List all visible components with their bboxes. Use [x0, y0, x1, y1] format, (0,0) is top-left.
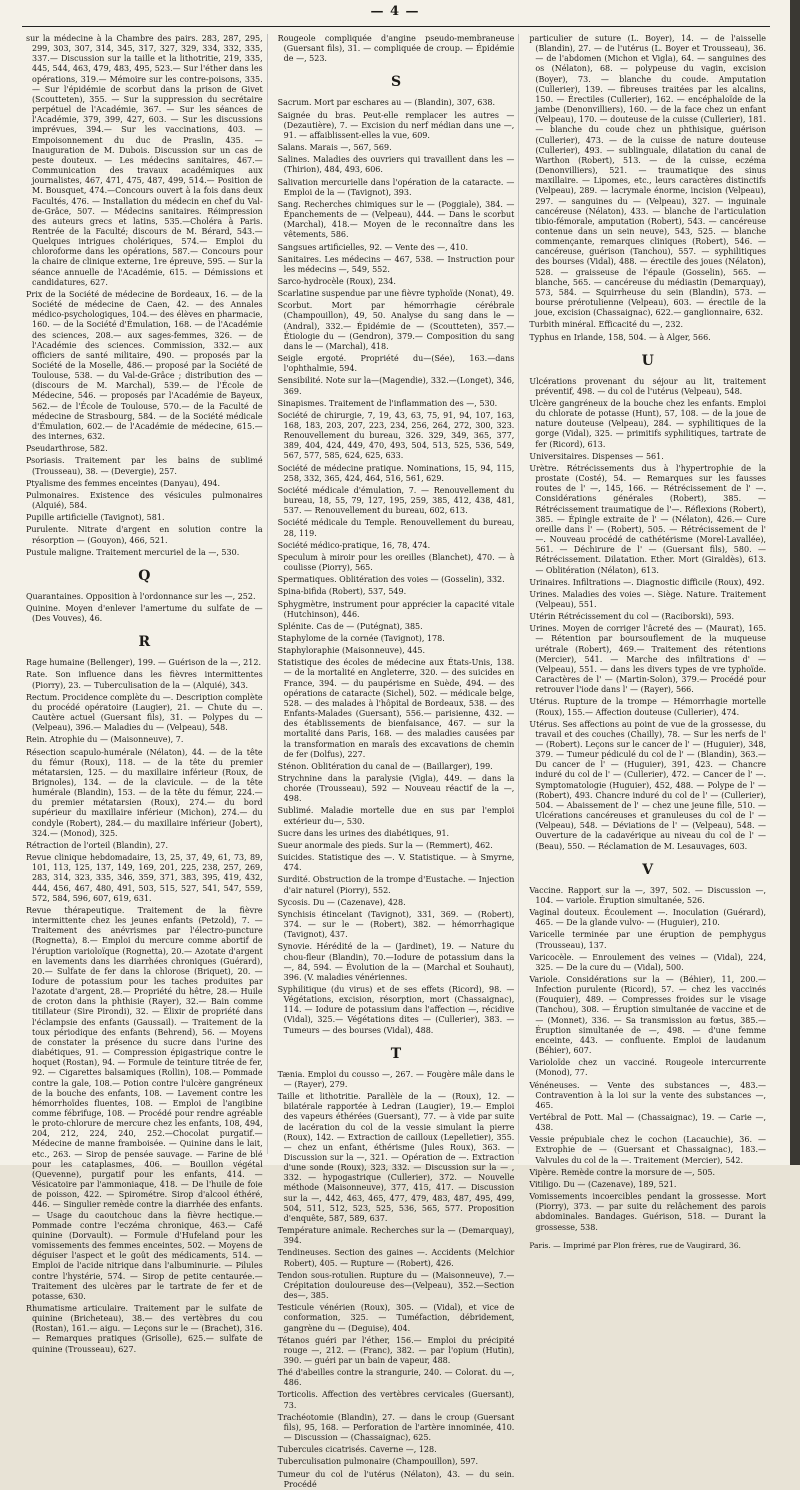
- index-entry: Rhumatisme articulaire. Traitement par le sulfate de quinine (Bricheteau), 38.— des vertèbres du cou (Rostan), 161.— aigu. — Leçons sur le — (Brachet), 316.— Remarques pratiques (Grisolle), 625.— sulfate de quinine (Trousseau), 627.: [26, 1303, 263, 1354]
- index-entry: Sarco-hydrocèle (Roux), 234.: [277, 276, 396, 286]
- index-entry: Pupille artificielle (Tavignot), 581.: [26, 513, 165, 523]
- index-entry: Vaginal douteux. Écoulement —. Inoculation (Guérard), 465. — De la glande vulvo- — (Huguier), 210.: [529, 908, 767, 928]
- section-letter: S: [390, 74, 402, 91]
- index-entry: Ptyalisme des femmes enceintes (Danyau), 494.: [26, 478, 221, 488]
- index-entry: Tuberculisation pulmonaire (Champouillon), 597.: [277, 1457, 479, 1467]
- index-entry: Scarlatine suspendue par une fièvre typhoïde (Nonat), 49.: [277, 289, 514, 299]
- index-entry: Pustule maligne. Traitement mercuriel de la —, 530.: [26, 547, 240, 557]
- index-entry: Suicides. Statistique des —. V. Statistique. — à Smyrne, 474.: [277, 853, 515, 873]
- index-entry: Turbith minéral. Efficacité du —, 232.: [529, 320, 684, 330]
- index-entry: Testicule vénérien (Roux), 305. — (Vidal), et vice de conformation, 325. — Tuméfaction, débridement, gangrène du — (Deguise), 404.: [277, 1303, 515, 1333]
- index-entry: Vitiligo. Du — (Cazenave), 189, 521.: [529, 1179, 677, 1189]
- section-letter: V: [642, 861, 654, 878]
- index-entry: Prix de la Société de médecine de Bordeaux, 16. — de la Société de médecine de Caen, 42. — des Annales médico-psychologiques, 104.— des élèves en pharmacie, 160. — de la Société d'Émulation, 168. — de l'Académie des sciences, 208.— aux sages-femmes, 326. — de l'Académie des sciences. Commission, 332.— aux officiers de santé militaire, 490. — proposés par la Société de la Moselle, 486.— proposé par la Société de Toulouse, 538. — du Val-de-Grâce ; distribution des — (discours de M. Marchal), 539.— de l'École de Médecine, 546. — proposés par l'Académie de Bayeux, 562.— de l'École de Toulouse, 570.— de la Faculté de médecine de Strasbourg, 584. — de la Société médicale d'Émulation, 602.— de l'Académie de médecine, 615.— des internes, 632.: [26, 289, 263, 442]
- index-entry: Statistique des écoles de médecine aux États-Unis, 138. — de la mortalité en Angleterre, 320. — des suicides en France, 394. — du paupérisme en Suède, 494. — des opérations de cataracte (Sichel), 502. — médicale belge, 528. — des malades à l'hôpital de Bordeaux, 538. — des Enfants-Malades (Guersant), 556.— parisienne, 432. — des établissements de bienfaisance, 467. — sur la mortalité dans Paris, 168. — des maladies causées par la transformation en maraîs des excavations de chemin de fer (Dolfus), 227.: [277, 658, 515, 759]
- index-entry: Sinapismes. Traitement de l'inflammation des —, 530.: [277, 398, 498, 408]
- index-entry: Revue clinique hebdomadaire, 13, 25, 37, 49, 61, 73, 89, 101, 113, 125, 137, 149, 169, 201, 225, 238, 257, 269, 283, 314, 323, 335, 346, 359, 371, 383, 395, 419, 432, 444, 456, 467, 480, 491, 503, 515, 527, 541, 547, 559, 572, 584, 596, 607, 619, 631.: [26, 853, 263, 903]
- index-entry: Société médicale du Temple. Renouvellement du bureau, 28, 119.: [277, 518, 515, 538]
- index-entry: Société de chirurgie, 7, 19, 43, 63, 75, 91, 94, 107, 163, 168, 183, 203, 207, 223, 234, 256, 264, 272, 300, 323. Renouvellement du bureau, 326. 329, 349, 365, 377, 389, 404, 424, 449, 470, 493, 504, 513, 525, 536, 549, 567, 577, 585, 624, 625, 633.: [277, 410, 515, 461]
- index-entry: Pseudarthrose, 582.: [26, 444, 108, 454]
- index-entry: Tendon sous-rotulien. Rupture du — (Maisonneuve), 7.— Crépitation douloureuse des—(Velpeau), 352.—Section des—, 385.: [277, 1270, 515, 1301]
- index-entry: Société de médecine pratique. Nominations, 15, 94, 115, 258, 332, 365, 424, 464, 516, 561, 629.: [277, 463, 515, 483]
- index-entry: Utérin Rétrécissement du col — (Raciborski), 593.: [529, 612, 735, 622]
- index-entry: Tumeur du col de l'utérus (Nélaton), 43. — du sein. Procédé: [277, 1469, 515, 1489]
- index-entry: Sang. Recherches chimiques sur le — (Poggiale), 384. — Épanchements de — (Velpeau), 444. — Dans le scorbut (Marchal), 418.— Moyen de le reconnaître dans les vêtements, 586.: [277, 199, 515, 240]
- printer-imprint: Paris. — Imprimé par Plon frères, rue de Vaugirard, 36.: [529, 1240, 741, 1250]
- index-entry: Sphygmètre, instrument pour apprécier la capacité vitale (Hutchinson), 446.: [277, 599, 515, 619]
- index-entry: Pulmonaires. Existence des vésicules pulmonaires (Alquié), 584.: [26, 490, 263, 511]
- index-entry: Strychnine dans la paralysie (Vigla), 449. — dans la chorée (Trousseau), 592 — Nouveau réactif de la —, 498.: [277, 774, 515, 804]
- index-entry: Sténon. Oblitération du canal de — (Baillarger), 199.: [277, 761, 493, 771]
- index-entry: Urines. Maladies des voies —. Siège. Nature. Traitement (Velpeau), 551.: [529, 589, 767, 609]
- index-entry: Sucre dans les urines des diabétiques, 91.: [277, 828, 450, 838]
- index-entry: Salivation mercurielle dans l'opération de la cataracte. — Emploi de la — (Tavignot), 393.: [277, 177, 515, 197]
- index-entry: Syphilitique (du virus) et de ses effets (Ricord), 98. — Végétations, excision, résorption, mort (Chassaignac), 114. — Iodure de potassium dans l'affection —, récidive (Vidal), 325.— Végétations dites — (Cullerier), 383. — Tumeurs — des bourses (Vidal), 488.: [277, 984, 515, 1035]
- index-entry: Vénéneuses. — Vente des substances —, 483.— Contravention à la loi sur la vente des substances —, 465.: [529, 1080, 767, 1110]
- header-rule: [22, 26, 770, 27]
- index-entry: Rétraction de l'orteil (Blandin), 27.: [26, 840, 168, 850]
- index-entry: Ulcérations provenant du séjour au lit, traitement préventif, 498. — du col de l'utérus (Velpeau), 548.: [529, 376, 767, 396]
- index-entry: Société médicale d'émulation, 7. — Renouvellement du bureau, 18, 55, 79, 127, 195, 259, 385, 412, 438, 481, 537. — Renouvellement du bureau, 602, 613.: [277, 485, 515, 516]
- section-letter: T: [390, 1045, 402, 1062]
- index-entry: Thé d'abeilles contre la strangurie, 240. — Colorat. du —, 486.: [277, 1368, 515, 1388]
- index-entry: Sanitaires. Les médecins — 467, 538. — Instruction pour les médecins —, 549, 552.: [277, 254, 515, 274]
- index-entry: Taille et lithotritie. Parallèle de la — (Roux), 12. — bilatérale rapportée à Ledran (Laugier), 19.— Emploi des vapeurs éthérées (Guersant), 77. — à vide par suite de lacération du col de la vessie simulant la pierre (Roux), 142. — Extraction de cailloux (Lepelletier), 355. — chez un enfant, éthérisme (Jules Roux), 363. — Discussion sur la —, 321. — Opération de —. Extraction d'une sonde (Roux), 323, 332. — Discussion sur la — , 332. — hypogastrique (Cullerier), 372. — Nouvelle méthode (Maisonneuve), 377, 415, 417. — Discussion sur la —, 442, 463, 465, 477, 479, 483, 487, 495, 499, 504, 511, 512, 523, 525, 536, 565, 577. Proposition d'enquête, 587, 589, 637.: [277, 1092, 515, 1223]
- columns: [22, 34, 770, 1489]
- section-letter: R: [138, 634, 151, 651]
- page-number: — 4 —: [370, 4, 420, 19]
- index-entry: Rage humaine (Bellenger), 199. — Guérison de la —, 212.: [26, 658, 261, 668]
- index-entry: Rougeole compliquée d'angine pseudo-membraneuse (Guersant fils), 31. — compliquée de croup. — Épidémie de —, 523.: [277, 34, 515, 64]
- index-entry: Revue thérapeutique. Traitement de la fièvre intermittente chez les jeunes enfants (Petzold), 7. — Traitement des anévrismes par l'électro-puncture (Rognetta), 8.— Emploi du mercure comme abortif de l'éruption varioloïque (Rognetta), 20.— Azotate d'argent en lavements dans les diarrhées chroniques (Guérard), 20.— Sulfate de fer dans la chlorose (Briquet), 20. — Iodure de potassium pour les taches produites par l'azotate d'argent, 28.— Propriété du hêtre, 28.— Huile de croton dans la phthisie (Rayer), 32.— Bain comme titillateur (Sire Pirondi), 32. — Élixir de propriété dans l'éclampsie des enfants (Gaussail). — Traitement de la toux périodique des enfants (Behrend), 56. — Moyens de constater la présence du sucre dans l'urine des diabétiques, 91. — Compression épigastrique contre le hoquet (Rostan), 94. — Formule de teinture titrée de fer, 92. — Cigarettes balsamiques (Rollin), 108.— Pommade contre la gale, 108.— Potion contre l'ulcère gangréneux de la bouche des enfants, 108. — Lavement contre les hémorrhoïdes fluentes, 108. — Emploi de l'angibine comme fébrifuge, 108. — Procédé pour rendre agréable le proto-chlorure de mercure chez les enfants, 108, 494, 204, 212, 224, 240, 252.—Chocolat purgatif.— Médecine de manne framboisée. — Quinine dans le lait, etc., 263. — Sirop de pensée sauvage. — Farine de blé pour les cataplasmes, 406. — Bouillon végétal (Quevenne), purgatif pour les enfants, 414. — Vésicatoire par l'ammoniaque, 418. — De l'huile de foie de poisson, 422. — Spirométre. Sirop d'alcool éthéré, 446. — Singulier remède contre la diarrhée des enfants.— Usage du caoutchouc dans la fièvre hectique.— Pommade contre l'eczéma chronique, 463.— Café quinine (Dorvault). — Formule d'Hufeland pour les vomissements des femmes enceintes, 502. — Moyens de déguiser l'aspect et le goût des médicaments, 514. — Emploi de l'acide nitrique dans l'albuminurie. — Pilules contre l'hystérie, 574. — Sirop de petite centaurée.— Traitement des ulcères par le tartrate de fer et de potasse, 630.: [26, 905, 263, 1301]
- index-entry: Sensibilité. Note sur la—(Magendie), 332.—(Longet), 346, 369.: [277, 376, 515, 396]
- index-entry: Vipère. Remède contre la morsure de —, 505.: [529, 1167, 716, 1177]
- index-entry: Utérus. Ses affections au point de vue de la grossesse, du travail et des couches (Chailly), 78. — Sur les nerfs de l' — (Robert). Leçons sur le cancer de l' — (Huguier), 348, 379. — Tumeur pédiculé du col de l' — (Blandin), 363.— Du cancer de l' — (Huguier), 391, 423. — Chancre induré du col de l' — (Cullerier), 472. — Cancer de l' —. Symptomatologie (Huguier), 452, 488. — Polype de l' — (Robert), 493. Chancre induré du col de l' — (Cullerier), 504. — Abaissement de l' — chez une jeune fille, 510. — Ulcérations cancéreuses et granuleuses du col de l' — (Velpeau), 548. — Déviations de l' — (Velpeau), 548. — Ouverture de la cadavérique au niveau du col de l' — (Beau), 550. — Réclamation de M. Lesauvages, 603.: [529, 719, 767, 851]
- index-entry: Résection scapulo-humérale (Nélaton), 44. — de la tête du fémur (Roux), 118. — de la tête du premier métatarsien, 125. — du maxillaire inférieur (Roux, de Brignoles), 134. — de la clavicule. — de la tête humérale (Blandin), 153. — de la tête du fémur, 224.— du premier métatarsien (Roux), 274.— du bord supérieur du maxillaire inférieur (Michon), 274.— du condyle (Robert), 284.— du maxillaire inférieur (Jobert), 324.— (Monod), 325.: [26, 747, 263, 838]
- index-entry: Vaccine. Rapport sur la —, 397, 502. — Discussion —, 104. — variole. Éruption simultanée, 526.: [529, 885, 767, 905]
- index-entry: Urinaires. Infiltrations —. Diagnostic difficile (Roux), 492.: [529, 577, 765, 587]
- index-entry: sur la médecine à la Chambre des pairs. 283, 287, 295, 299, 303, 307, 314, 345, 317, 327, 329, 334, 332, 335, 337.— Discussion sur la taille et la lithotritie, 219, 335, 445, 544, 463, 479, 483, 495, 523.— Sur l'éther dans les opérations, 319.— Mémoire sur les contre-poisons, 335. — Sur l'épidémie de scorbut dans la prison de Givet (Scoutteten), 355. — Sur la suppression du secrétaire perpétuel de l'Académie, 367. — Sur les séances de l'Académie, 379, 399, 427, 603. — Sur les discussions imprévues, 394.— Sur les vaccinations, 403. — Empoisonnement du duc de Praslin, 435. — Inauguration de M. Dubois. Discussion sur un cas de peste douteux. — Les médecins sanitaires, 467.—Communication des travaux académiques aux journalistes, 467, 471, 475, 487, 499, 514.— Position de M. Bousquet, 474.—Concours ouvert à la fois dans deux Facultés, 476. — Installation du médecin en chef du Val-de-Grâce, 507. — Médecins sanitaires. Réimpression des auteurs grecs et latins, 535.—Choléra à Paris. Rentrée de la Faculté; discours de M. Bérard, 543.— Quelques intrigues cholériques, 574.— Emploi du chloroforme dans les opérations, 587.— Concours pour la chaire de clinique externe, 1re épreuve, 595. — Sur la séance annuelle de l'Académie, 615. — Démissions et candidatures, 627.: [26, 34, 263, 287]
- column-2: [274, 34, 520, 1489]
- index-entry: Synovie. Hérédité de la — (Jardinet), 19. — Nature du chou-fleur (Blandin), 70.—Iodure de potassium dans la —, 84, 594. — Évolution de la — (Marchal et Souhaut), 396. (V. maladies vénériennes.: [277, 942, 515, 982]
- index-entry: Sueur anormale des pieds. Sur la — (Remmert), 462.: [277, 840, 493, 850]
- index-entry: Synchisis étincelant (Tavignot), 331, 369. — (Robert), 374. — sur le — (Robert), 382. — hémorrhagique (Tavignot), 437.: [277, 909, 515, 940]
- index-entry: Vertébral de Pott. Mal — (Chassaignac), 19. — Carie —, 438.: [529, 1113, 767, 1133]
- index-entry: Tubercules cicatrisés. Caverne —, 128.: [277, 1445, 437, 1455]
- index-entry: Vessie prépubiale chez le cochon (Lacauchie), 36. — Extrophie de — (Guersant et Chassaignac), 183.— Valvules du col de la —. Traitement (Mercier), 542.: [529, 1135, 767, 1165]
- section-letter: Q: [138, 567, 151, 584]
- index-entry: Purulente. Nitrate d'argent en solution contre la résorption — (Gouyon), 466, 521.: [26, 525, 263, 545]
- index-entry: Rate. Son influence dans les fièvres intermittentes (Piorry), 23. — Tuberculisation de la — (Alquié), 343.: [26, 670, 263, 690]
- index-entry: Variole. Considérations sur la — (Béhier), 11, 200.—Infection purulente (Ricord), 57. — chez les vaccinés (Fouquier), 489. — Compresses froides sur le visage (Tanchou), 308. — Éruption simultanée de vaccine et de — (Monnet), 336. — Sa transmission au fœtus, 385.— Éruption simultanée de —, 498. — d'une femme enceinte, 443. — confluente. Emploi de laudanum (Béhier), 607.: [529, 974, 767, 1056]
- index-entry: Saignée du bras. Peut-elle remplacer les autres — (Dezautière), 7. — Excision du nerf médian dans une —, 91. — affaiblissent-elles la vue, 609.: [277, 110, 515, 140]
- index-entry: Varioloïde chez un vacciné. Rougeole intercurrente (Monod), 77.: [529, 1058, 767, 1078]
- index-entry: Typhus en Irlande, 158, 504. — à Alger, 566.: [529, 332, 711, 342]
- index-entry: Speculum à miroir pour les oreilles (Blanchet), 470. — à coulisse (Piorry), 565.: [277, 552, 515, 573]
- index-entry: Spina-bifida (Robert), 537, 549.: [277, 587, 407, 597]
- column-1: [22, 34, 268, 1354]
- index-entry: Quinine. Moyen d'enlever l'amertume du sulfate de — (Des Vouves), 46.: [26, 603, 263, 624]
- index-entry: Rein. Atrophie du — (Maisonneuve), 7.: [26, 735, 184, 745]
- index-entry: Varicocèle. — Enroulement des veines — (Vidal), 224, 325. — De la cure du — (Vidal), 500.: [529, 952, 767, 972]
- index-entry: Utérus. Rupture de la trompe — Hémorrhagie mortelle (Roux), 155.— Affection douteuse (Cullerier), 474.: [529, 697, 767, 717]
- index-entry: Sycosis. Du — (Cazenave), 428.: [277, 897, 406, 907]
- index-entry: Vomissements incoercibles pendant la grossesse. Mort (Piorry), 373. — par suite du relâchement des parois abdominales. Bandages. Guérison, 518. — Durant la grossesse, 538.: [529, 1192, 767, 1232]
- column-3: [525, 34, 770, 1250]
- index-entry: Salans. Marais —, 567, 569.: [277, 143, 392, 153]
- index-entry: Scorbut. Mort par hémorrhagie cérébrale (Champouillon), 49, 50. Analyse du sang dans le — (Andral), 332.— Épidémie de — (Scoutteten), 357.— Étiologie du — (Gendron), 379.— Composition du sang dans le — (Marchal), 418.: [277, 301, 515, 351]
- index-entry: Salines. Maladies des ouvriers qui travaillent dans les — (Thirion), 484, 493, 606.: [277, 155, 515, 175]
- index-entry: Température animale. Recherches sur la — (Demarquay), 394.: [277, 1226, 515, 1246]
- index-entry: Rectum. Procidence complète du —. Description complète du procédé opératoire (Laugier), 21. — Chute du —. Cautère actuel (Guersant fils), 31. — Polypes du — (Velpeau), 396.— Maladies du — (Velpeau), 548.: [26, 692, 263, 733]
- index-entry: Urines. Moyen de corriger l'âcreté des — (Maurat), 165. — Rétention par boursouflement de la muqueuse urétrale (Robert), 469.— Traitement des rétentions (Mercier), 541. — Marche des infiltrations d' — (Velpeau), 551. — dans les divers types de vre typhoïde. Caractères de l' — (Martin-Solon), 379.— Procédé pour retrouver l'iode dans l' — (Rayer), 566.: [529, 624, 767, 695]
- index-entry: Staphylome de la cornée (Tavignot), 178.: [277, 633, 445, 643]
- index-entry: Sacrum. Mort par eschares au — (Blandin), 307, 638.: [277, 98, 496, 108]
- index-entry: Seigle ergoté. Propriété du—(Sée), 163.—dans l'ophthalmie, 594.: [277, 354, 515, 374]
- index-entry: Varicelle terminée par une éruption de pemphygus (Trousseau), 137.: [529, 930, 767, 950]
- index-entry: Splénite. Cas de — (Putégnat), 385.: [277, 621, 423, 631]
- index-entry: Psoriasis. Traitement par les bains de sublimé (Trousseau), 38. — (Devergie), 257.: [26, 456, 263, 476]
- index-entry: Tænia. Emploi du cousso —, 267. — Fougère mâle dans le — (Rayer), 279.: [277, 1069, 515, 1089]
- index-entry: Staphyloraphie (Maisonneuve), 445.: [277, 646, 426, 656]
- index-entry: Surdité. Obstruction de la trompe d'Eustache. — Injection d'air naturel (Piorry), 552.: [277, 875, 515, 895]
- index-entry: particulier de suture (L. Boyer), 14. — de l'aisselle (Blandin), 27. — de l'utérus (L. Boyer et Trousseau), 36. — de l'abdomen (Michon et Vigla), 64. — sanguines des os (Nélaton), 68. — polypeuse du vagin, excision (Boyer), 73. — blanche du coude. Amputation (Cullerier), 139. — fibreuses traitées par les alcalins, 150. — Érectiles (Cullerier), 162. — encéphaloïde de la jambe (Denonvilliers), 160. — de la face chez un enfant (Velpeau), 170. — douteuse de la cuisse (Cullerier), 181. — blanche du coude chez un phthisique, guérison (Cullerier), 473. — de la cuisse de nature douteuse (Cullerier), 493. — sublinguale, dilatation du canal de Warthon (Robert), 513. — de la cuisse, eczéma (Denonvilliers), 521. — traumatique des sinus maxillaire. — Lipomes, etc., leurs caractères distinctifs (Velpeau), 289. — lacrymale énorme, incision (Velpeau), 297. — sanguines du — (Velpeau), 327. — inguinale cancéreuse (Nélaton), 433. — blanche de l'articulation tibio-fémorale, amputation (Robert), 543. — cancéreuse contenue dans un sein neuve), 543, 525. — blanche commençante, remarques cliniques (Robert), 546. — cancéreuse, guérison (Tanchou), 557. — syphilitiques des bourses (Vidal), 488. — érectile des joues (Nélaton), 528. — graisseuse de l'épaule (Gosselin), 565. — blanche, 565. — cancéreuse du médiastin (Demarquay), 573, 584. — Squirrheuse du sein (Blandin), 573. — bourse prérotulienne (Velpeau), 603. — érectile de la joue, excision (Chassaignac), 622.— ganglionnaire, 632.: [529, 34, 767, 318]
- index-entry: Ulcère gangréneux de la bouche chez les enfants. Emploi du chlorate de potasse (Hunt), 57, 108. — de la joue de nature douteuse (Velpeau), 284. — syphilitiques de la gorge (Vidal), 325. — primitifs syphilitiques, tartrate de fer (Ricord), 613.: [529, 399, 767, 449]
- index-entry: Trachéotomie (Blandin), 27. — dans le croup (Guersant fils), 95, 168. — Perforation de l'artère innominée, 410. — Discussion — (Chassaignac), 625.: [277, 1412, 515, 1443]
- index-entry: Torticolis. Affection des vertèbres cervicales (Guersant), 73.: [277, 1390, 515, 1410]
- index-entry: Sublimé. Maladie mortelle due en sus par l'emploi extérieur du—, 530.: [277, 806, 515, 826]
- index-entry: Société médico-pratique, 16, 78, 474.: [277, 540, 431, 550]
- index-entry: Universitaires. Dispenses — 561.: [529, 451, 664, 461]
- index-entry: Quarantaines. Opposition à l'ordonnance sur les —, 252.: [26, 591, 256, 601]
- index-entry: Sangsues artificielles, 92. — Vente des —, 410.: [277, 242, 468, 252]
- index-entry: Urètre. Rétrécissements dus à l'hypertrophie de la prostate (Costé), 54. — Remarques sur les fausses routes de l' —, 145, 166. — Rétrécissement de l' —. Considérations générales (Robert), 385. — Rétrécissement traumatique de l'—. Réflexions (Robert), 385. — Épingle extraite de l' — (Nélaton), 426.— Cure oreille dans l' — (Robert), 505. — Rétrécissement de l' —. Nouveau procédé de cathétérisme (Morel-Lavallée), 561. — Déchirure de l' — (Guersant fils), 580. — Rétrécissement. Dilatation. Ether. Mort (Giraldès), 613.— Oblitération (Nélaton), 613.: [529, 463, 767, 575]
- section-letter: U: [641, 352, 654, 369]
- index-entry: Tendineuses. Section des gaines —. Accidents (Melchior Robert), 405. — Rupture — (Robert), 426.: [277, 1248, 515, 1268]
- index-entry: Spermatiques. Oblitération des voies — (Gosselin), 332.: [277, 575, 505, 585]
- index-entry: Tétanos guéri par l'éther, 156.— Emploi du précipité rouge —, 212. — (Franc), 382. — par l'opium (Hutin), 390. — guéri par un bain de vapeur, 488.: [277, 1335, 515, 1365]
